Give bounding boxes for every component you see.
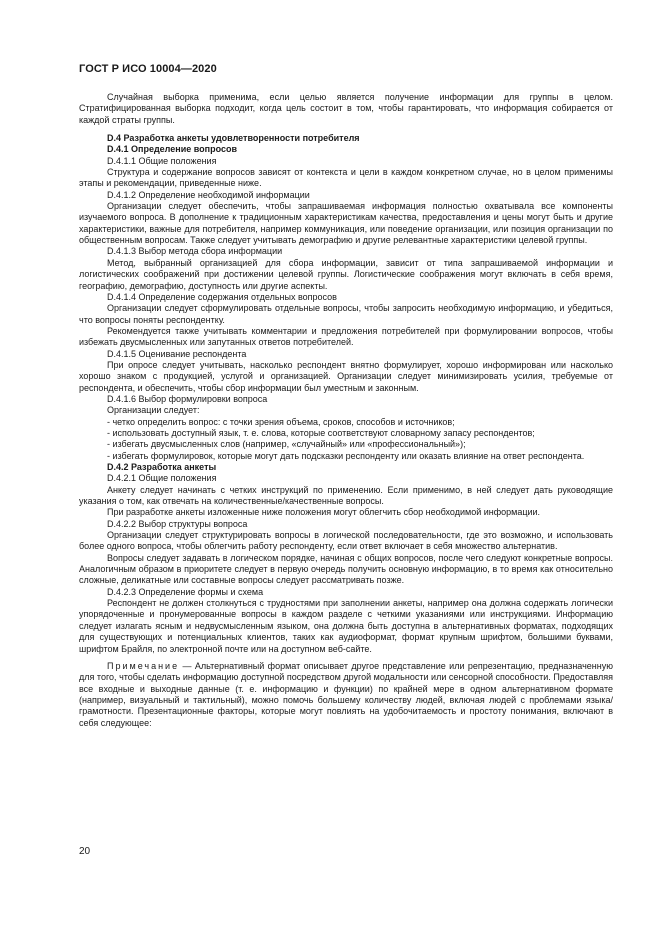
list-item: - использовать доступный язык, т. е. слова, которые соответствуют словарному запасу респондентов; (107, 427, 535, 438)
page-number: 20 (79, 846, 91, 857)
section-d42-title: D.4.2 Разработка анкеты (107, 462, 217, 472)
section-d422-title: D.4.2.2 Выбор структуры вопроса (107, 518, 248, 529)
paragraph: Респондент не должен столкнуться с трудностями при заполнении анкеты, например она должна содержать логически упорядоченные и пронумерованные вопросы в каждом разделе с четкими указаниями или инструкциями. Информацию следует излагать ясным и недвусмысленным языком, она должна быть доступна в альтернативных форматах, подходящих для существующих и потенциальных клиентов, таких как аудиоформат, формат крупным шрифтом, большими буквами, шрифтом Брайля, по электронной почте или на доступном веб-сайте. (79, 598, 613, 654)
section-d415-title: D.4.1.5 Оценивание респондента (107, 348, 247, 359)
section-d4-title: D.4 Разработка анкеты удовлетворенности потребителя (107, 133, 360, 144)
note-dash: — (179, 660, 195, 671)
paragraph: Организации следует: (107, 405, 200, 416)
paragraph: Анкету следует начинать с четких инструкций по применению. Если применимо, в ней следует дать руководящие указания о том, как отвечать на количественные/качественные вопросы. (79, 484, 613, 507)
note-text: Альтернативный формат описывает другое представление или репрезентацию, предназначенную для того, чтобы сделать информацию доступной посредством другой модальности или сенсорной способности. Предоставляя все входные и выходные данные (т. е. информацию и функции) по крайней мере в одном альтернативном формате (например, визуальный и тактильный), можно помочь большему количеству людей, включая людей с проблемами языка/грамотности. Презентационные факторы, которые могут повлиять на удобочитаемость и простоту понимания, включают в себя следующее: (79, 660, 613, 728)
paragraph: При опросе следует учитывать, насколько респондент внятно формулирует, хорошо информирован или насколько хорошо знаком с продукцией, услугой и организацией. Организации следует минимизировать усилия, требуемые от респондента, и обеспечить, чтобы сбор информации был уместным и законным. (79, 359, 613, 393)
document-header: ГОСТ Р ИСО 10004—2020 (79, 63, 217, 75)
section-d414-title: D.4.1.4 Определение содержания отдельных вопросов (107, 291, 337, 302)
list-item: - четко определить вопрос: с точки зрения объема, сроков, способов и источников; (107, 416, 455, 427)
section-d416-title: D.4.1.6 Выбор формулировки вопроса (107, 393, 268, 404)
note-paragraph (79, 661, 613, 729)
paragraph: Рекомендуется также учитывать комментарии и предложения потребителей при формулировании вопросов, чтобы избежать двусмысленных или запутанных ответов потребителей. (79, 325, 613, 348)
paragraph: При разработке анкеты изложенные ниже положения могут облегчить сбор необходимой информации. (107, 507, 541, 518)
document-body (79, 92, 613, 729)
paragraph: Организации следует сформулировать отдельные вопросы, чтобы запросить необходимую информацию, и убедиться, что вопросы поняты респондентку. (79, 303, 613, 325)
section-d411-title: D.4.1.1 Общие положения (107, 155, 217, 166)
list-item: - избегать двусмысленных слов (например, «случайный» или «профессиональный»); (107, 439, 466, 450)
section-d423-title: D.4.2.3 Определение формы и схема (107, 586, 264, 597)
list-item: - избегать формулировок, которые могут дать подсказки респонденту или оказать влияние на ответ респондента. (107, 450, 585, 461)
section-d421-title: D.4.2.1 Общие положения (107, 473, 217, 484)
paragraph: Метод, выбранный организацией для сбора информации, зависит от типа запрашиваемой информации и логистических соображений при достижении целевой группы. Логистические соображения могут включать в себя время, географию, демографию, доступность или другие аспекты. (79, 257, 613, 291)
section-d41-title: D.4.1 Определение вопросов (107, 144, 238, 155)
section-d413-title: D.4.1.3 Выбор метода сбора информации (107, 246, 283, 257)
note-label: Примечание (107, 660, 180, 671)
paragraph: Организации следует структурировать вопросы в логической последовательности, где это возможно, и использовать более одного вопроса, чтобы облегчить работу респонденту, если ответ включает в себя множество альтернатив. (79, 530, 613, 552)
paragraph: Вопросы следует задавать в логическом порядке, начиная с общих вопросов, после чего следуют конкретные вопросы. Аналогичным образом в приоритете следует в первую очередь получить основную информацию, в то время как относительно сложные, деликатные или составные вопросы следует рассматривать позже. (79, 552, 613, 586)
intro-paragraph: Случайная выборка применима, если целью является получение информации для группы в целом. Стратифицированная выборка подходит, когда цель состоит в том, чтобы гарантировать, что информация собирается от каждой страты группы. (79, 92, 613, 125)
section-d412-title: D.4.1.2 Определение необходимой информации (107, 189, 310, 200)
paragraph: Структура и содержание вопросов зависят от контекста и цели в каждом конкретном случае, но в целом применимы этапы и рекомендации, приведенные ниже. (79, 167, 613, 189)
paragraph: Организации следует обеспечить, чтобы запрашиваемая информация полностью охватывала все компоненты изучаемого вопроса. В дополнение к традиционным характеристикам качества, предоставления и цены могут быть и другие характеристики, важные для потребителя, например коммуникация, или поведение организации, или позиция организации по общественным вопросам. Также следует учитывать демографию и другие релевантные характеристики целевой группы. (79, 201, 613, 246)
